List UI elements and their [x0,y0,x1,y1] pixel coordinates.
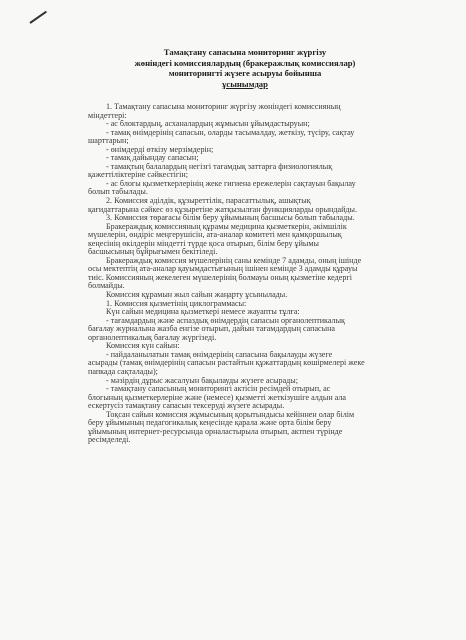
paragraph-line: қажеттіліктеріне сәйкестігін; [88,171,188,180]
paragraph-line: Күн сайын медицина қызметкері немесе жауапты тұлға: [106,308,300,317]
paragraph-line: блогының қызметкерлеріне және (немесе) қызметті жеткізушіге алдын ала [88,393,346,402]
title-line-4: ұсынымдар [222,78,268,89]
paragraph-line: Тоқсан сайын комиссия жұмысының қорытындысы кейіннен олар білім [106,410,355,419]
paragraph-line: - ас блоктардың, асханалардың жұмысын ұйымдастыруын; [106,120,310,129]
paragraph-line: шарттарын; [88,137,129,146]
paragraph-line: тиіс. Комиссияның жекелеген мүшелерінің болмауы оның қызметіне кедергі [88,273,352,282]
title-line-1: Тамақтану сапасына мониторинг жүргізу [163,47,327,57]
paragraph-line: мүшелерін, өндіріс меңгерушісін, ата-аналар комитеті мен қамқоршылық [88,231,342,240]
paragraph-line: 1. Тамақтану сапасына мониторинг жүргізу жөніндегі комиссияның [106,103,341,111]
title-line-3: мониторингті жүзеге асыруы бойынша [168,68,322,79]
paragraph-line: - тағамдардың және аспаздық өнімдердің сапасын органолептикалық [106,316,345,325]
paragraph-line: Бракераждық комиссияның құрамы медицина қызметкерін, әкімшілік [106,222,347,231]
paragraph-line: - тамақ өнімдерінің сапасын, оларды тасымалдау, жеткізу, түсіру, сақтау [106,128,355,137]
paragraph-line: болмайды. [88,282,125,291]
paragraph-line: 1. Комиссия қызметінің циклограммасы: [106,299,247,308]
paragraph-line: кеңесінің өкілдерін міндетті түрде қоса отырып, білім беру ұйымы [88,239,319,248]
paragraph-line: ескертусіз тамақтану сапасын тексеруді жүзеге асырады. [88,402,285,411]
paragraph-line: - тамақтың балалардың негізгі тағамдық заттарға физиологиялық [106,162,333,171]
paragraph-line: - тамақтану сапасының мониторингі актісін ресімдей отырып, ас [106,385,331,394]
pen-mark [29,11,47,24]
paragraph-line: болып табылады. [88,188,148,197]
paragraph-line: - өнімдерді өткізу мерзімдерін; [106,145,214,154]
paragraph-line: папкада сақталады); [88,367,158,376]
paragraph-line: Комиссия күн сайын: [106,342,180,351]
paragraph-line: - пайдаланылатын тамақ өнімдерінің сапасына бақылауды жүзеге [106,350,333,359]
paragraph-line: ұйымының интернет-ресурсында орналастырыла отырып, актпен түрінде [88,427,343,436]
paragraph-line: - ас блогы қызметкерлерінің жеке гигиена ережелерін сақтауын бақылау [106,179,356,188]
document-title [80,47,410,89]
title-line-2: жөніндегі комиссиялардың (бракеражлық комиссиялар) [134,57,356,68]
paragraph-line: қағидаттарына сәйкес өз құзыретіне жатқызылған функцияларды орындайды. [88,205,357,214]
paragraph-line: Бракераждық комиссия мүшелерінің саны кемінде 7 адамды, оның ішінде [106,256,362,265]
paragraph-line: - мәзірдің дұрыс жасалуын бақылауды жүзеге асырады; [106,376,298,385]
paragraph-line: басшысының бұйрығымен бекітіледі. [88,248,218,257]
paragraph-line: осы мектептің ата-аналар қауымдастығының ішінен кемінде 3 адамды құрауы [88,265,358,274]
document-body [88,103,443,445]
paragraph-line: міндеттері: [88,111,127,120]
paragraph-line: Комиссия құрамын жыл сайын жаңарту ұсынылады. [106,291,288,300]
paragraph-line: бағалау журналына жазба енгізе отырып, дайын тағамдардың сапасына [88,325,336,334]
paragraph-line: 3. Комиссия төрағасы білім беру ұйымының басшысы болып табылады. [106,214,355,223]
paragraph-line: - тамақ дайындау сапасын; [106,154,199,163]
paragraph-line: органолептикалық бағалау жүргізеді. [88,333,217,342]
paragraph-line: 2. Комиссия әділдік, құзыреттілік, парасаттылық, ашықтық [106,197,311,206]
paragraph-line: асырады (тамақ өнімдерінің сапасын растайтын құжаттардың көшірмелері жеке [88,359,365,368]
paragraph-line: ресімделеді. [88,436,131,445]
paragraph-line: беру ұйымының педагогикалық кеңесінде қарала және орта білім беру [88,419,332,428]
